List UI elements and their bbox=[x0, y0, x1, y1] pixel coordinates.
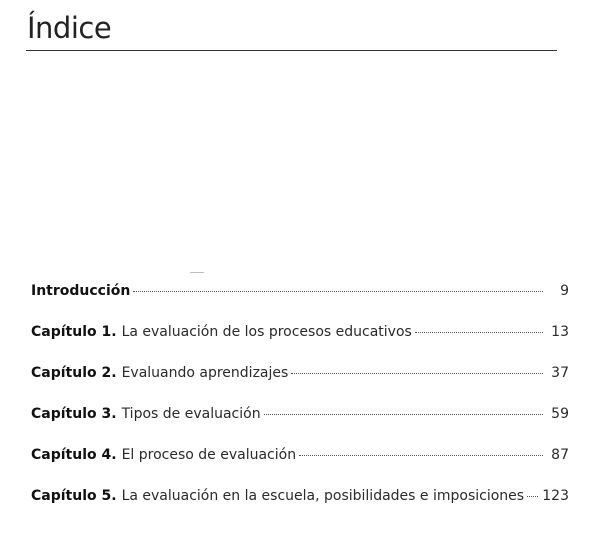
toc-entry-title: La evaluación de los procesos educativos bbox=[121, 324, 412, 340]
toc-entry-label: Capítulo 3. bbox=[31, 406, 117, 422]
dot-leader bbox=[415, 332, 543, 333]
toc-entry-label: Capítulo 1. bbox=[31, 324, 117, 340]
toc-entry-capitulo-3[interactable] bbox=[31, 399, 569, 440]
toc-page-number: 13 bbox=[551, 324, 569, 340]
dot-leader bbox=[133, 291, 543, 292]
toc-entry-capitulo-4[interactable] bbox=[31, 440, 569, 481]
dot-leader bbox=[264, 414, 543, 415]
toc-page-number: 87 bbox=[551, 447, 569, 463]
toc-page-number: 123 bbox=[542, 488, 569, 504]
toc-entry-title: Evaluando aprendizajes bbox=[121, 365, 289, 381]
toc-entry-title: La evaluación en la escuela, posibilidades e imposiciones bbox=[121, 488, 525, 504]
table-of-contents bbox=[31, 276, 569, 522]
toc-entry-title: El proceso de evaluación bbox=[121, 447, 297, 463]
toc-entry-capitulo-5[interactable] bbox=[31, 481, 569, 522]
scan-mark bbox=[190, 272, 204, 273]
toc-entry-label: Introducción bbox=[31, 283, 131, 299]
dot-leader bbox=[299, 455, 543, 456]
toc-entry-label: Capítulo 5. bbox=[31, 488, 117, 504]
toc-page-number: 37 bbox=[551, 365, 569, 381]
toc-entry-label: Capítulo 2. bbox=[31, 365, 117, 381]
toc-page-number: 9 bbox=[560, 283, 569, 299]
title-underline bbox=[26, 50, 557, 51]
toc-entry-capitulo-2[interactable] bbox=[31, 358, 569, 399]
toc-entry-introduccion[interactable] bbox=[31, 276, 569, 317]
toc-entry-title: Tipos de evaluación bbox=[121, 406, 261, 422]
toc-entry-label: Capítulo 4. bbox=[31, 447, 117, 463]
dot-leader bbox=[291, 373, 543, 374]
page-title: Índice bbox=[27, 11, 112, 45]
dot-leader bbox=[527, 496, 538, 497]
toc-entry-capitulo-1[interactable] bbox=[31, 317, 569, 358]
toc-page-number: 59 bbox=[551, 406, 569, 422]
